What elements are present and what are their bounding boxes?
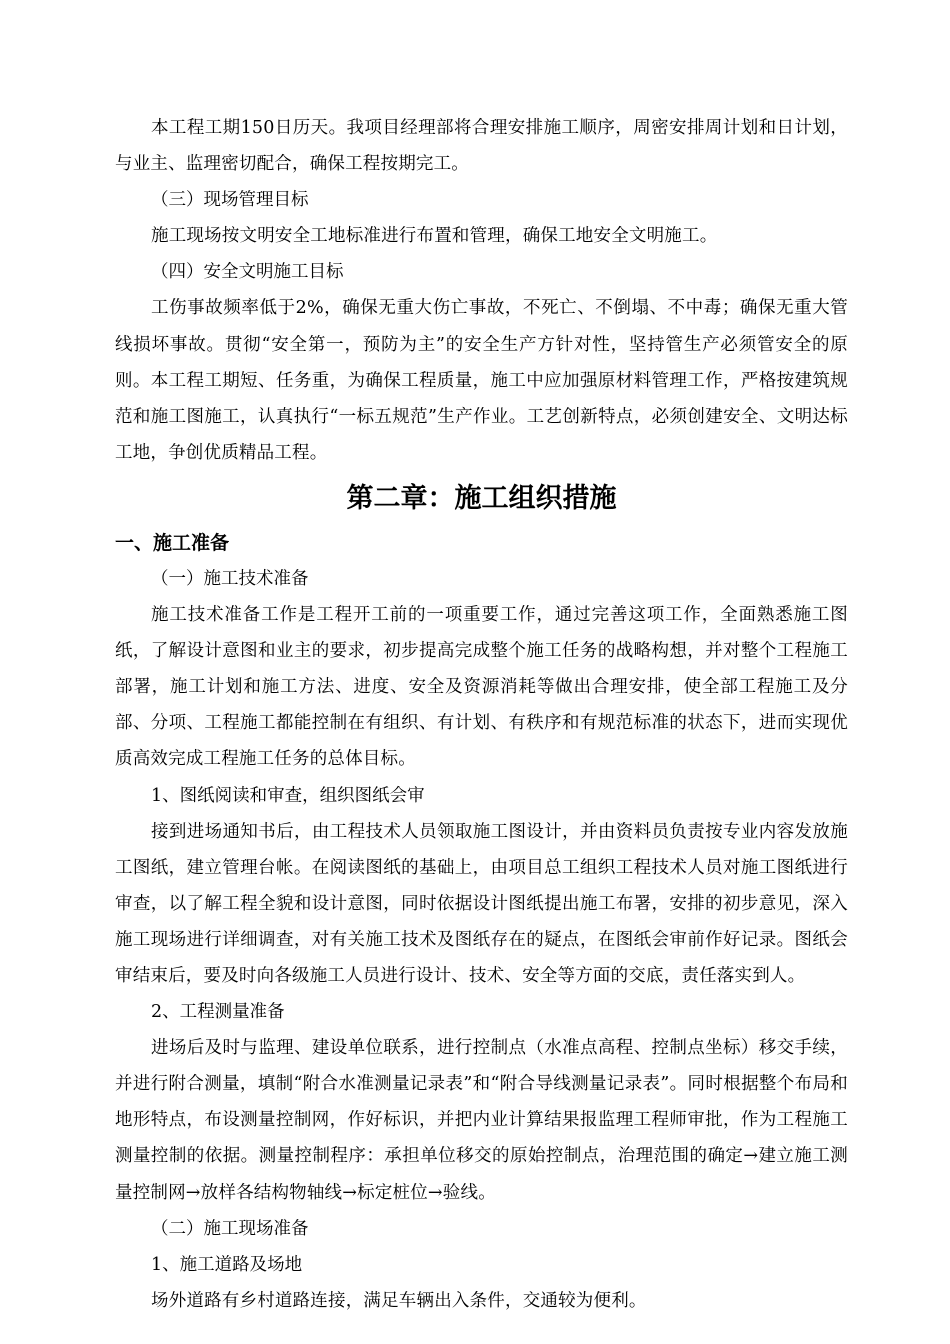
section-title: 一、施工准备 [115, 531, 230, 554]
paragraph-safety: 工伤事故频率低于2%，确保无重大伤亡事故，不死亡、不倒塌、不中毒；确保无重大管线损坏事故。贯彻“安全第一，预防为主”的安全生产方针对性，坚持管生产必须管安全的原则。本工程工期短、任务重，为确保工程质量，施工中应加强原材料管理工作，严格按建筑规范和施工图施工，认真执行“一标五规范”生产作业。工艺创新特点，必须创建安全、文明达标工地，争创优质精品工程。 [115, 298, 848, 463]
chapter-title: 第二章：施工组织措施 [346, 482, 617, 514]
paragraph-roads: 场外道路有乡村道路连接，满足车辆出入条件，交通较为便利。 [151, 1290, 647, 1311]
heading-roads-and-site: 1、施工道路及场地 [151, 1254, 303, 1275]
heading-site-preparation: （二）施工现场准备 [151, 1218, 309, 1239]
document-body [115, 110, 848, 1319]
heading-survey-preparation: 2、工程测量准备 [151, 1002, 285, 1023]
heading-technical-preparation: （一）施工技术准备 [151, 568, 309, 589]
paragraph-schedule: 本工程工期150日历天。我项目经理部将合理安排施工顺序，周密安排周计划和日计划，与业主、监理密切配合，确保工程按期完工。 [115, 118, 848, 175]
heading-site-management-goal: （三）现场管理目标 [151, 190, 309, 211]
paragraph-survey-preparation: 进场后及时与监理、建设单位联系，进行控制点（水准点高程、控制点坐标）移交手续，并进行附合测量，填制“附合水准测量记录表”和“附合导线测量记录表”。同时根据整个布局和地形特点，布设测量控制网，作好标识，并把内业计算结果报监理工程师审批，作为工程施工测量控制的依据。测量控制程序：承担单位移交的原始控制点，治理范围的确定→建立施工测量控制网→放样各结构物轴线→标定桩位→验线。 [115, 1038, 848, 1203]
paragraph-drawing-review: 接到进场通知书后，由工程技术人员领取施工图设计，并由资料员负责按专业内容发放施工图纸，建立管理台帐。在阅读图纸的基础上，由项目总工组织工程技术人员对施工图纸进行审查，以了解工程全貌和设计意图，同时依据设计图纸提出施工布署，安排的初步意见，深入施工现场进行详细调查，对有关施工技术及图纸存在的疑点，在图纸会审前作好记录。图纸会审结束后，要及时向各级施工人员进行设计、技术、安全等方面的交底，责任落实到人。 [115, 821, 848, 986]
paragraph-technical-preparation: 施工技术准备工作是工程开工前的一项重要工作，通过完善这项工作，全面熟悉施工图纸，了解设计意图和业主的要求，初步提高完成整个施工任务的战略构想，并对整个工程施工部署，施工计划和施工方法、进度、安全及资源消耗等做出合理安排，使全部工程施工及分部、分项、工程施工都能控制在有组织、有计划、有秩序和有规范标准的状态下，进而实现优质高效完成工程施工任务的总体目标。 [115, 605, 848, 770]
paragraph-site-management: 施工现场按文明安全工地标准进行布置和管理，确保工地安全文明施工。 [151, 226, 718, 247]
heading-safety-goal: （四）安全文明施工目标 [151, 262, 344, 283]
heading-drawing-review: 1、图纸阅读和审查，组织图纸会审 [151, 785, 425, 806]
